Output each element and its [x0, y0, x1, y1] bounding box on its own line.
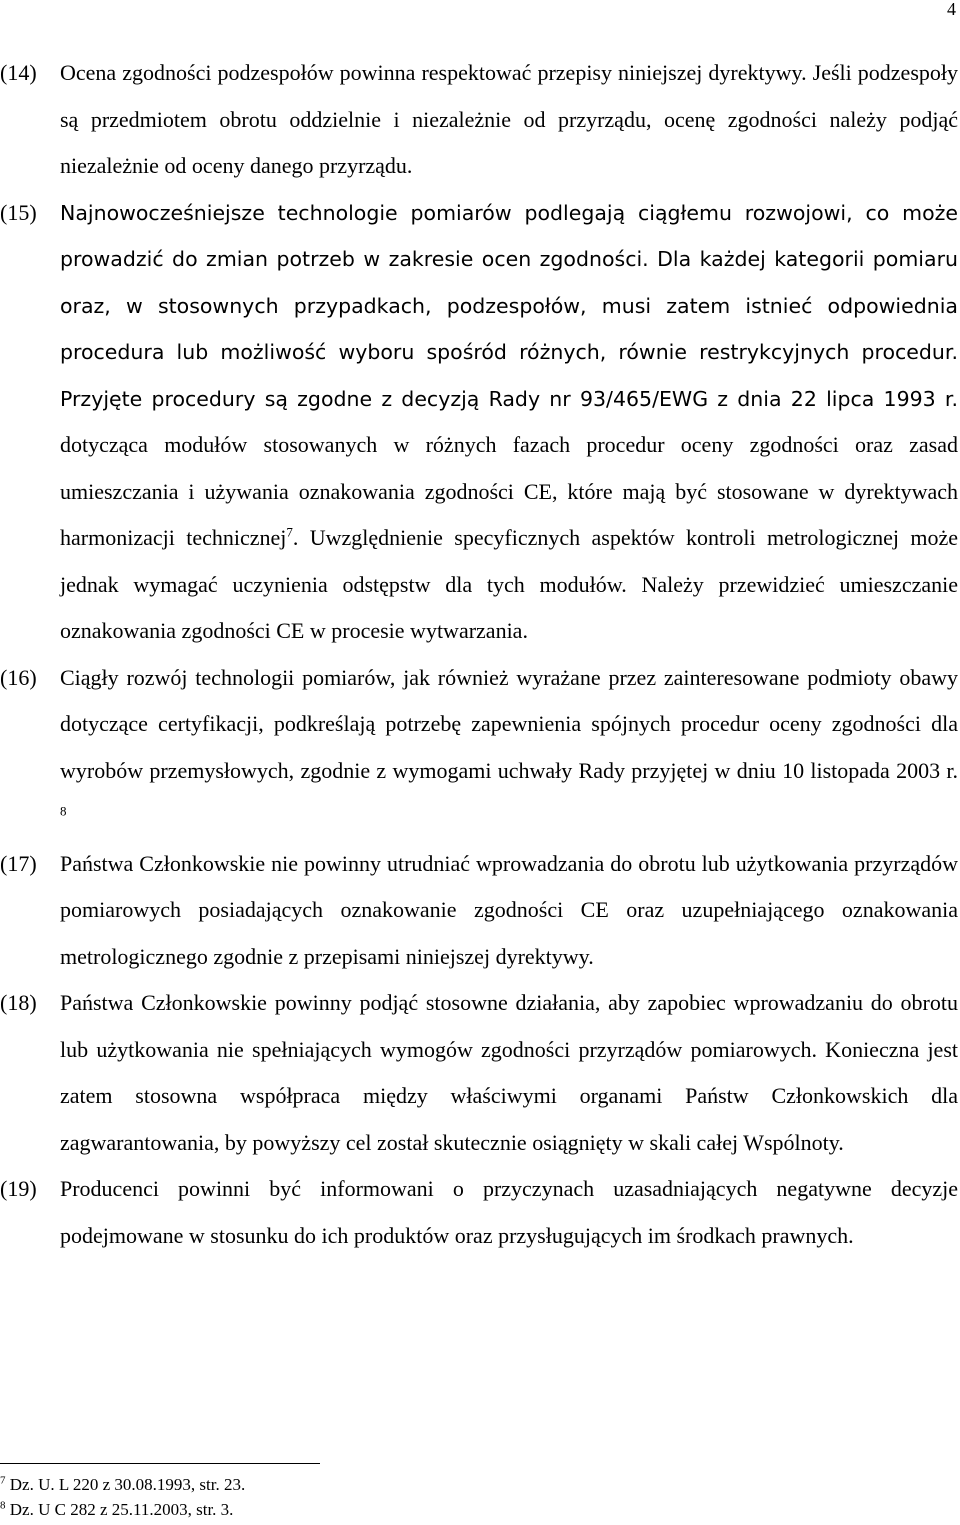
paragraph-15 — [0, 190, 958, 655]
paragraph-number: (18) — [0, 990, 37, 1015]
paragraph-text: Producenci powinni być informowani o przyczynach uzasadniających negatywne decyzje podejmowane w stosunku do ich produktów oraz przysługujących im środkach prawnych. — [60, 1176, 958, 1248]
footnote-separator — [0, 1463, 320, 1464]
paragraph-text — [60, 655, 958, 841]
paragraph-text-part: Najnowocześniejsze technologie pomiarów podlegają ciągłemu rozwojowi, co może prowadzić do zmian potrzeb w zakresie ocen zgodności. Dla każdej kategorii pomiaru oraz, w stosownych przypadkach, podzespołów, musi zatem istnieć odpowiednia procedura lub możliwość wyboru spośród różnych, równie restrykcyjnych procedur. Przyjęte procedury są zgodne z decyzją Rady nr 93/465/EWG z dnia 22 lipca 1993 r. — [60, 200, 958, 411]
page-number: 4 — [947, 0, 956, 19]
footnote-reference: 7 — [286, 524, 293, 540]
paragraph-17 — [0, 841, 958, 981]
footnotes — [0, 1472, 245, 1522]
footnote-text: Dz. U. L 220 z 30.08.1993, str. 23. — [9, 1475, 246, 1494]
paragraph-text-part: . Uwzględnienie specyficznych aspektów kontroli metrologicznej może jednak wymagać uczynienia odstępstw dla tych modułów. Należy przewidzieć umieszczanie oznakowania zgodności CE w procesie wytwarzania. — [60, 525, 958, 643]
document-body — [0, 50, 958, 1259]
footnote-mark: 7 — [0, 1474, 6, 1487]
paragraph-text: Państwa Członkowskie nie powinny utrudniać wprowadzania do obrotu lub użytkowania przyrządów pomiarowych posiadających oznakowanie zgodności CE oraz uzupełniającego oznakowania metrologicznego zgodnie z przepisami niniejszej dyrektywy. — [60, 850, 958, 969]
paragraph-text-part: Ciągły rozwój technologii pomiarów, jak również wyrażane przez zainteresowane podmioty obawy dotyczące certyfikacji, podkreślają potrzebę zapewnienia spójnych procedur oceny zgodności dla wyrobów przemysłowych, zgodnie z wymogami uchwały Rady przyjętej w dniu 10 listopada 2003 r. — [60, 664, 958, 783]
paragraph-text — [60, 190, 958, 655]
footnote-reference: 8 — [60, 803, 67, 819]
paragraph-14 — [0, 50, 958, 190]
footnote-mark: 8 — [0, 1499, 6, 1512]
paragraph-number: (15) — [0, 199, 37, 225]
paragraph-number: (19) — [0, 1176, 37, 1201]
paragraph-19 — [0, 1166, 958, 1259]
paragraph-18 — [0, 980, 958, 1166]
footnote-text: Dz. U C 282 z 25.11.2003, str. 3. — [9, 1500, 234, 1519]
paragraph-number: (17) — [0, 850, 37, 876]
paragraph-text-part: dotycząca modułów stosowanych w różnych fazach procedur oceny zgodności oraz zasad umieszczania i używania oznakowania zgodności CE, które mają być stosowane w dyrektywach harmonizacji technicznej — [60, 432, 958, 550]
footnote-7 — [0, 1472, 245, 1497]
paragraph-number: (16) — [0, 664, 37, 690]
paragraph-text: Państwa Członkowskie powinny podjąć stosowne działania, aby zapobiec wprowadzaniu do obrotu lub użytkowania nie spełniających wymogów zgodności przyrządów pomiarowych. Konieczna jest zatem stosowna współpraca między właściwymi organami Państw Członkowskich dla zagwarantowania, by powyższy cel został skutecznie osiągnięty w skali całej Wspólnoty. — [60, 990, 958, 1155]
paragraph-number: (14) — [0, 60, 37, 85]
paragraph-text: Ocena zgodności podzespołów powinna respektować przepisy niniejszej dyrektywy. Jeśli podzespoły są przedmiotem obrotu oddzielnie i niezależnie od przyrządu, ocenę zgodności należy podjąć niezależnie od oceny danego przyrządu. — [60, 60, 958, 178]
paragraph-16 — [0, 655, 958, 841]
footnote-8 — [0, 1497, 245, 1522]
